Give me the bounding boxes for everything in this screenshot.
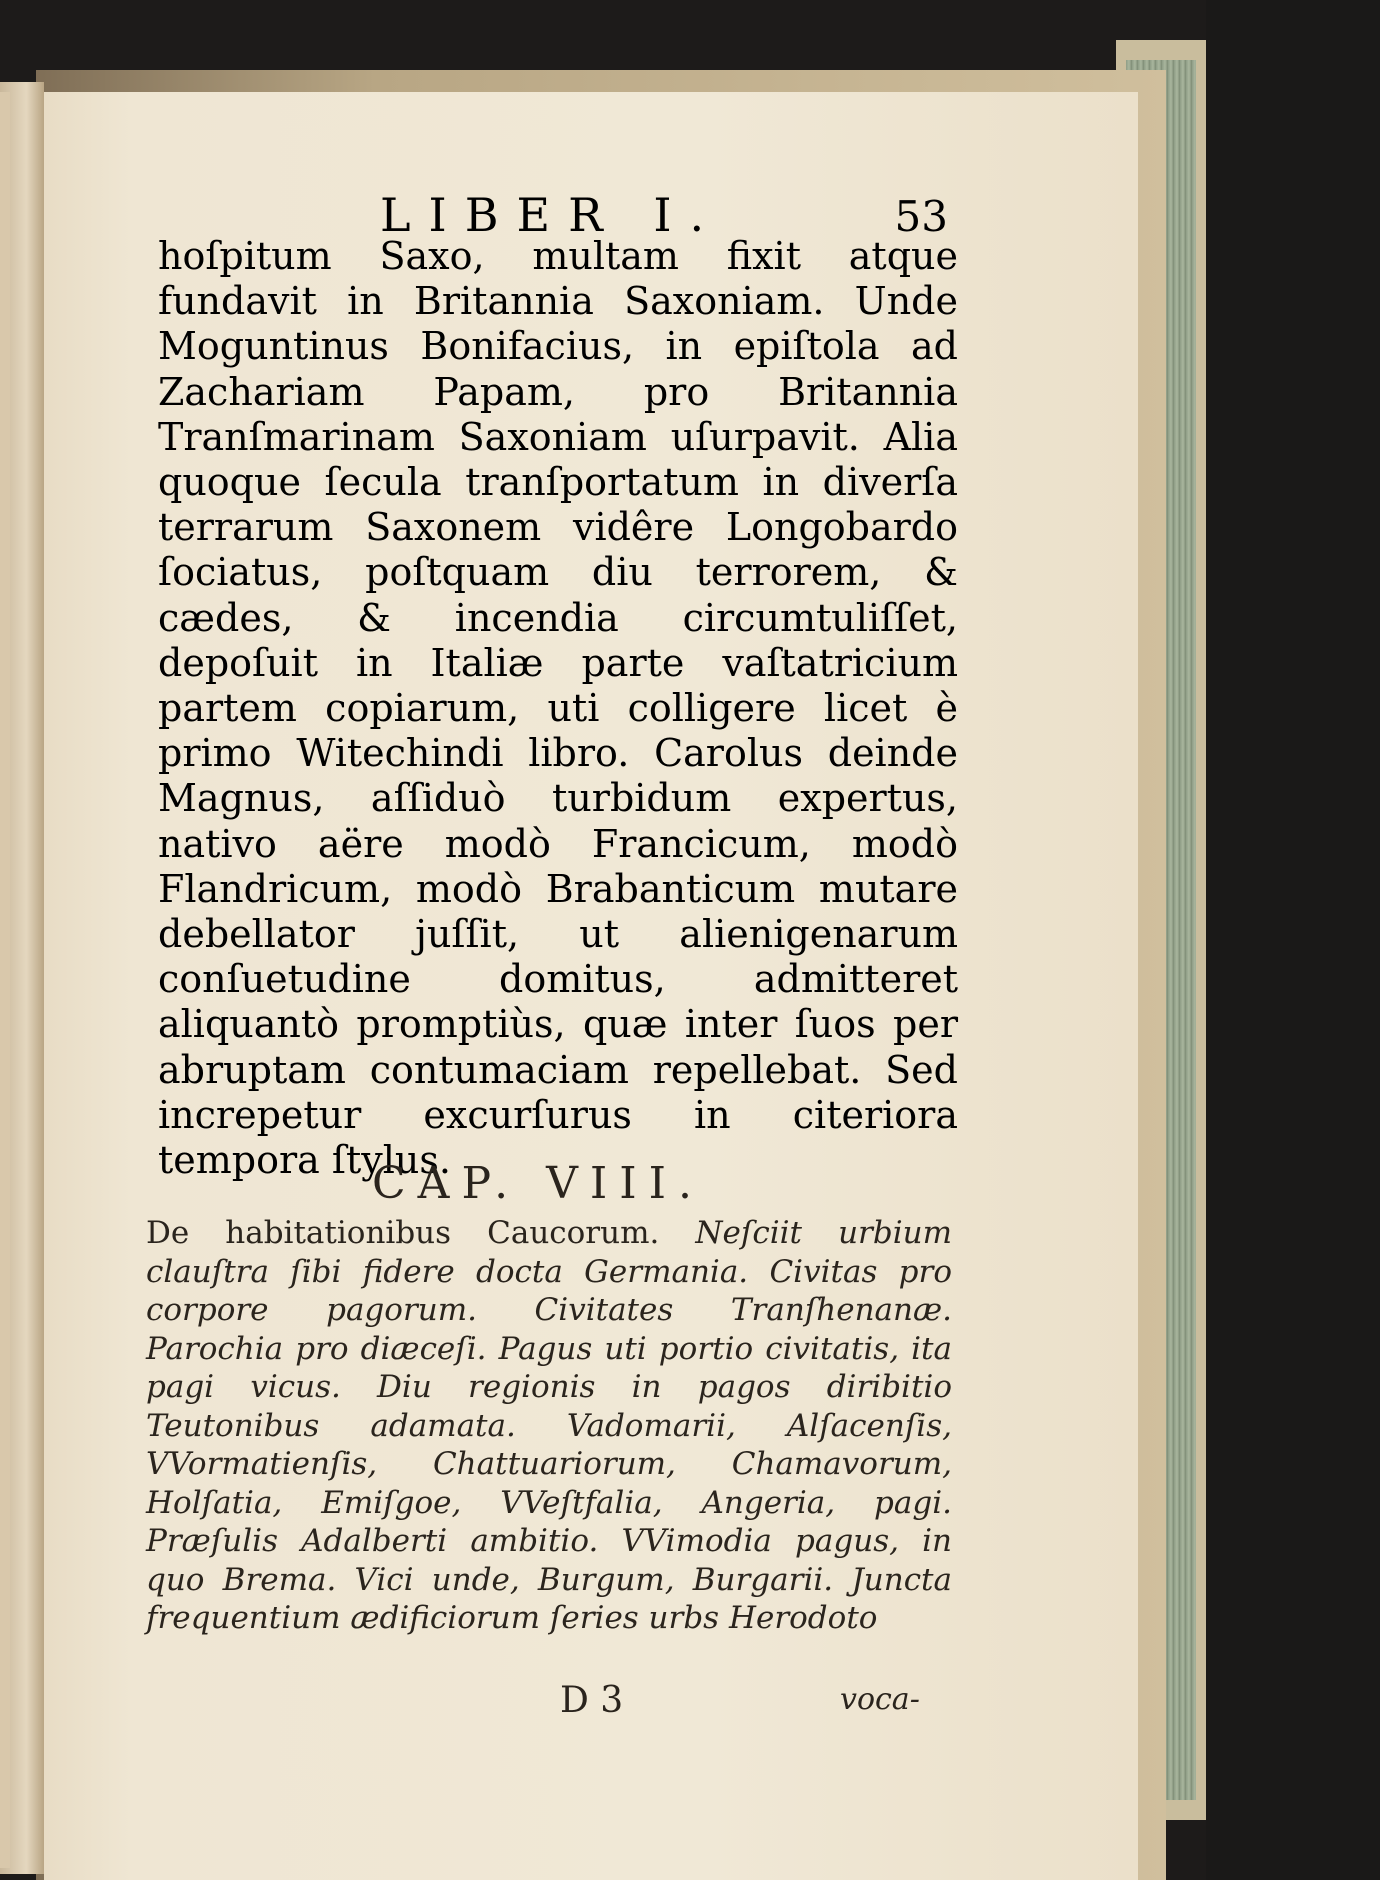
chapter-summary bbox=[146, 1214, 952, 1638]
running-head bbox=[150, 188, 950, 242]
signature-mark: D 3 bbox=[560, 1680, 624, 1721]
summary-italic: Neſciit urbium clauſtra ſibi fidere docta Germania. Civitas pro corpore pagorum. Civitates Tranſhenanæ. Parochia pro diæceſi. Pagus uti portio civitatis, ita pagi vicus. Diu regionis in pagos diribitio Teutonibus adamata. Vadomarii, Alſacenſis, VVormatienſis, Chattuariorum, Chamavorum, Holſatia, Emiſgoe, VVeſtfalia, Angeria, pagi. Præſulis Adalberti ambitio. VVimodia pagus, in quo Brema. Vici unde, Burgum, Burgarii. Juncta frequentium ædificiorum ſeries urbs Herodoto bbox=[146, 1215, 952, 1636]
running-title: LIBER I. bbox=[380, 188, 723, 242]
chapter-heading: CAP. VIII. bbox=[372, 1158, 705, 1209]
facing-page-margin bbox=[0, 92, 10, 1868]
main-paragraph: hoſpitum Saxo, multam fixit atque fundavit in Britannia Saxoniam. Unde Moguntinus Bonifacius, in epiſtola ad Zachariam Papam, pro Britannia Tranſmarinam Saxoniam uſurpavit. Alia quoque ſecula tranſportatum in diverſa terrarum Saxonem vidêre Longobardo ſociatus, poſtquam diu terrorem, & cædes, & incendia circumtuliſſet, depoſuit in Italiæ parte vaſtatricium partem copiarum, uti colligere licet è primo Witechindi libro. Carolus deinde Magnus, aſſiduò turbidum expertus, nativo aëre modò Francicum, modò Flandricum, modò Brabanticum mutare debellator juſſit, ut alienigenarum conſuetudine domitus, admitteret aliquantò promptiùs, quæ inter ſuos per abruptam contumaciam repellebat. Sed increpetur excurſurus in citeriora tempora ſtylus. bbox=[158, 234, 958, 1183]
background-dark bbox=[1206, 0, 1380, 1880]
page-number: 53 bbox=[894, 192, 948, 241]
summary-lead: De habitationibus Caucorum. bbox=[146, 1215, 660, 1251]
catchword: voca- bbox=[840, 1682, 920, 1717]
